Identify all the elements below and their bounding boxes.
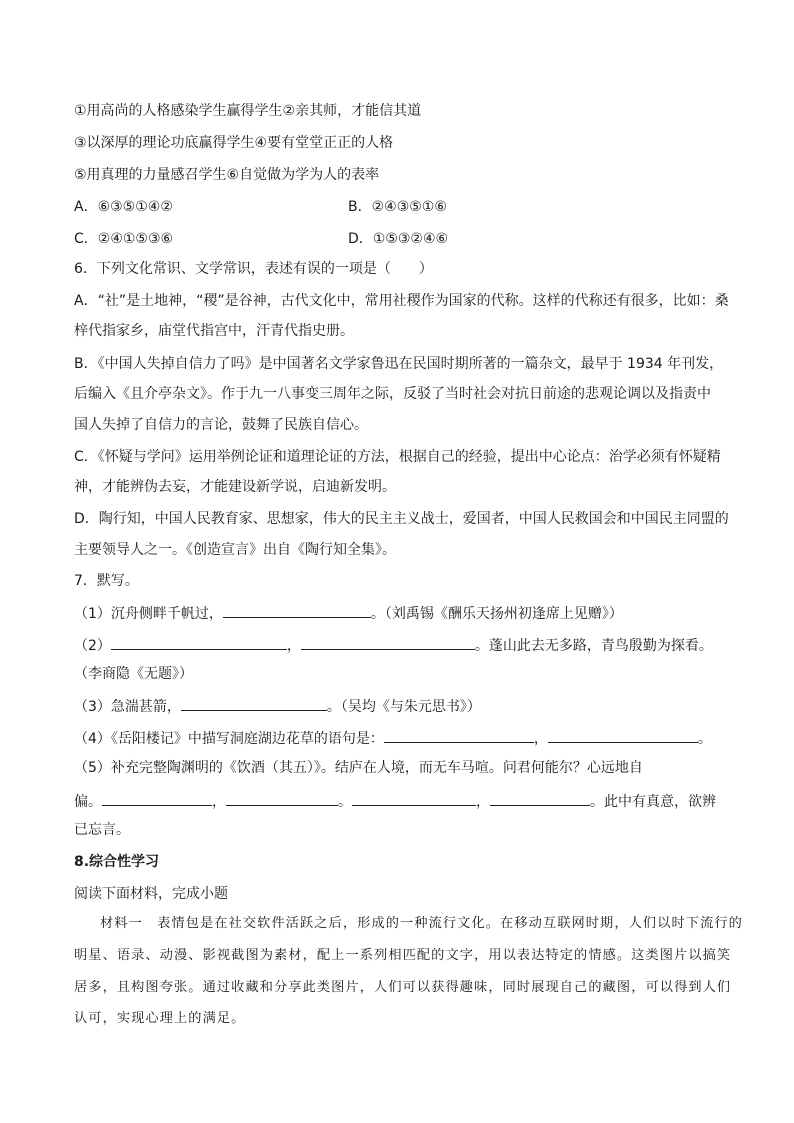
answer-blank[interactable] <box>352 790 476 806</box>
q6-stem: 6．下列文化常识、文学常识，表述有误的一项是（ ） <box>74 261 433 277</box>
q7-item-5-separator: ， <box>212 794 226 810</box>
q7-item-1-prefix: （1）沉舟侧畔千帆过， <box>74 606 223 622</box>
q7-item-1 <box>74 602 623 624</box>
q7-item-3 <box>74 695 481 717</box>
q6-option-c-line-2: 神，才能辨伪去妄，才能建设新学说，启迪新发明。 <box>74 479 396 495</box>
q6-option-b-line-2: 后编入《且介亭杂文》。作于九一八事变三周年之际，反驳了当时社会对抗日前途的悲观论调以及指责中 <box>74 386 711 402</box>
q6-option-d-line-2: 主要领导人之一。《创造宣言》出自《陶行知全集》。 <box>74 542 396 558</box>
q6-option-b-line-3: 国人失掉了自信力的言论，鼓舞了民族自信心。 <box>74 417 368 433</box>
q6-option-b-line-1: B．《中国人失掉自信力了吗》是中国著名文学家鲁迅在民国时期所著的一篇杂文，最早于 1934 年刊发， <box>74 356 724 372</box>
material-1-line-1: 材料一 表情包是在社交软件活跃之后，形成的一种流行文化。在移动互联网时期，人们以时下流行的 <box>100 916 743 931</box>
q7-item-5-line-1: （5）补充完整陶渊明的《饮酒（其五）》。结庐在人境，而无车马喧。问君何能尔？心远地自 <box>74 760 643 776</box>
q5-option-d: D．①⑤③②④⑥ <box>348 231 449 247</box>
q8-title: 8.综合性学习 <box>74 854 160 870</box>
q5-line-1: ①用高尚的人格感染学生赢得学生②亲其师，才能信其道 <box>74 103 422 119</box>
q7-item-4-separator: ， <box>533 731 548 747</box>
q7-item-2 <box>74 634 713 656</box>
material-1-line-3: 居多，且构图夸张。通过收藏和分享此类图片，人们可以获得趣味，同时展现自己的藏图，可以得到人们 <box>74 980 732 995</box>
answer-blank[interactable] <box>181 695 327 711</box>
q7-item-1-suffix: 。（刘禹锡《酬乐天扬州初逢席上见赠》） <box>370 606 623 622</box>
q6-option-c-line-1: C．《怀疑与学问》运用举例论证和道理论证的方法，根据自己的经验，提出中心论点：治学必须有怀疑精 <box>74 449 721 465</box>
q7-item-5-line-2 <box>74 790 716 812</box>
q6-option-a-line-1: A．“社”是土地神，“稷”是谷神，古代文化中，常用社稷作为国家的代称。这样的代称还有很多，比如：桑 <box>74 293 729 309</box>
material-1-line-2: 明星、语录、动漫、影视截图为素材，配上一系列相匹配的文字，用以表达特定的情感。这类图片以搞笑 <box>74 948 732 963</box>
q7-item-5-prefix: 偏。 <box>74 794 102 810</box>
answer-blank[interactable] <box>102 790 212 806</box>
q7-item-5-line-3: 已忘言。 <box>74 822 130 838</box>
q8-instruction: 阅读下面材料，完成小题 <box>74 886 228 902</box>
material-1-line-4: 认可，实现心理上的满足。 <box>74 1011 246 1026</box>
q7-item-2-separator: ， <box>286 638 301 654</box>
answer-blank[interactable] <box>384 727 534 743</box>
q7-item-3-prefix: （3）急湍甚箭， <box>74 699 181 715</box>
answer-blank[interactable] <box>301 634 475 650</box>
q7-item-4 <box>74 727 712 749</box>
q7-item-4-prefix: （4）《岳阳楼记》中描写洞庭湖边花草的语句是： <box>74 731 384 747</box>
q7-item-5-separator: 。 <box>338 794 352 810</box>
answer-blank[interactable] <box>548 727 698 743</box>
q5-line-3: ⑤用真理的力量感召学生⑥自觉做为学为人的表率 <box>74 167 380 183</box>
q7-item-5-suffix: 。此中有真意，欲辨 <box>590 794 716 810</box>
answer-blank[interactable] <box>223 602 371 618</box>
q6-option-a-line-2: 梓代指家乡，庙堂代指宫中，汗青代指史册。 <box>74 323 354 339</box>
answer-blank[interactable] <box>490 790 590 806</box>
answer-blank[interactable] <box>111 634 287 650</box>
answer-blank[interactable] <box>226 790 338 806</box>
q7-item-2-suffix: 。蓬山此去无多路，青鸟殷勤为探看。 <box>474 638 713 654</box>
q7-item-2-prefix: （2） <box>74 638 111 654</box>
q5-option-a: A．⑥③⑤①④② <box>74 199 173 215</box>
q6-option-d-line-1: D．陶行知，中国人民教育家、思想家，伟大的民主主义战士，爱国者，中国人民救国会和中国民主同盟的 <box>74 511 729 527</box>
q7-item-3-suffix: 。（吴均《与朱元思书》） <box>326 699 481 715</box>
q7-item-2-source: （李商隐《无题》） <box>74 666 193 682</box>
q7-item-5-separator: ， <box>476 794 490 810</box>
q5-line-2: ③以深厚的理论功底赢得学生④要有堂堂正正的人格 <box>74 135 394 151</box>
q7-stem: 7．默写。 <box>74 573 139 589</box>
q5-option-b: B．②④③⑤①⑥ <box>348 199 447 215</box>
q7-item-4-suffix: 。 <box>697 731 712 747</box>
q5-option-c: C．②④①⑤③⑥ <box>74 231 174 247</box>
